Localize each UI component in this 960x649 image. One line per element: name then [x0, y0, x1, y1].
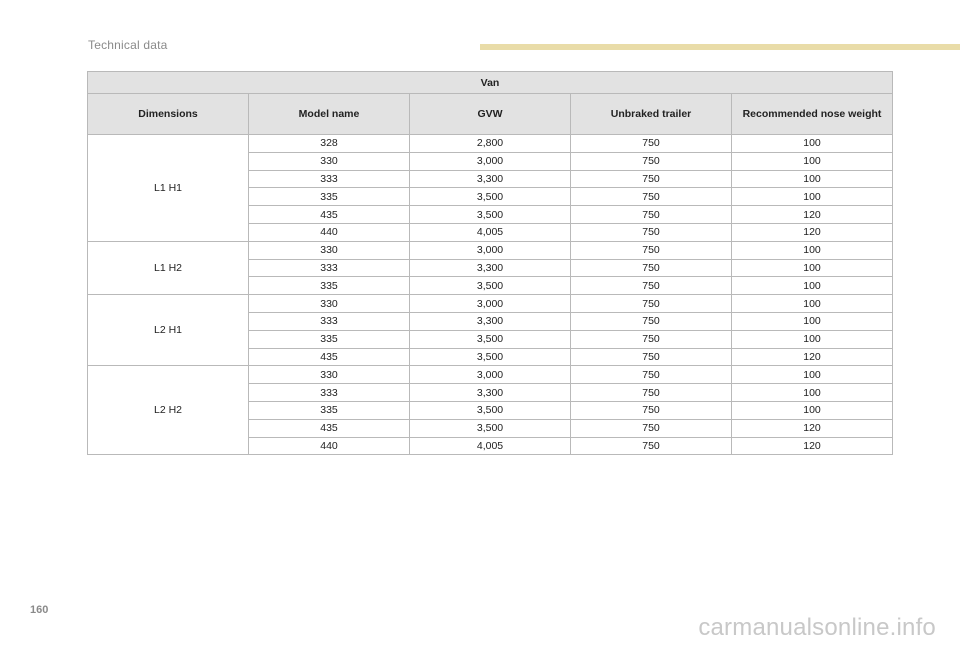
model-name-cell: 435 — [249, 348, 410, 366]
model-name-cell: 330 — [249, 152, 410, 170]
model-name-cell: 330 — [249, 241, 410, 259]
model-name-cell: 435 — [249, 419, 410, 437]
unbraked-trailer-cell: 750 — [571, 384, 732, 402]
dimension-cell: L1 H1 — [88, 135, 249, 242]
gvw-cell: 4,005 — [410, 223, 571, 241]
column-header-model-name: Model name — [249, 94, 410, 135]
unbraked-trailer-cell: 750 — [571, 277, 732, 295]
towing-weights-table — [87, 71, 893, 455]
column-header-gvw: GVW — [410, 94, 571, 135]
table-group-header: Van — [88, 72, 893, 94]
model-name-cell: 335 — [249, 277, 410, 295]
unbraked-trailer-cell: 750 — [571, 366, 732, 384]
gvw-cell: 3,000 — [410, 295, 571, 313]
nose-weight-cell: 120 — [732, 437, 893, 455]
unbraked-trailer-cell: 750 — [571, 223, 732, 241]
nose-weight-cell: 100 — [732, 277, 893, 295]
section-title-bar — [480, 44, 960, 50]
dimension-cell: L2 H1 — [88, 295, 249, 366]
gvw-cell: 3,500 — [410, 419, 571, 437]
nose-weight-cell: 100 — [732, 135, 893, 153]
model-name-cell: 333 — [249, 259, 410, 277]
nose-weight-cell: 100 — [732, 312, 893, 330]
gvw-cell: 3,500 — [410, 188, 571, 206]
dimension-cell: L2 H2 — [88, 366, 249, 455]
table-row — [88, 135, 893, 153]
model-name-cell: 333 — [249, 384, 410, 402]
model-name-cell: 333 — [249, 170, 410, 188]
gvw-cell: 3,300 — [410, 259, 571, 277]
gvw-cell: 3,500 — [410, 330, 571, 348]
column-header-dimensions: Dimensions — [88, 94, 249, 135]
model-name-cell: 335 — [249, 188, 410, 206]
model-name-cell: 335 — [249, 330, 410, 348]
watermark: carmanualsonline.info — [698, 614, 936, 641]
nose-weight-cell: 100 — [732, 366, 893, 384]
unbraked-trailer-cell: 750 — [571, 419, 732, 437]
model-name-cell: 330 — [249, 295, 410, 313]
gvw-cell: 3,500 — [410, 206, 571, 224]
unbraked-trailer-cell: 750 — [571, 312, 732, 330]
nose-weight-cell: 100 — [732, 384, 893, 402]
nose-weight-cell: 100 — [732, 295, 893, 313]
gvw-cell: 3,000 — [410, 366, 571, 384]
model-name-cell: 435 — [249, 206, 410, 224]
nose-weight-cell: 120 — [732, 348, 893, 366]
unbraked-trailer-cell: 750 — [571, 135, 732, 153]
nose-weight-cell: 120 — [732, 206, 893, 224]
nose-weight-cell: 100 — [732, 170, 893, 188]
unbraked-trailer-cell: 750 — [571, 170, 732, 188]
unbraked-trailer-cell: 750 — [571, 152, 732, 170]
gvw-cell: 3,500 — [410, 348, 571, 366]
model-name-cell: 440 — [249, 223, 410, 241]
model-name-cell: 328 — [249, 135, 410, 153]
table-row — [88, 241, 893, 259]
unbraked-trailer-cell: 750 — [571, 206, 732, 224]
nose-weight-cell: 100 — [732, 188, 893, 206]
unbraked-trailer-cell: 750 — [571, 348, 732, 366]
page-number: 160 — [30, 604, 49, 616]
table-row — [88, 295, 893, 313]
nose-weight-cell: 120 — [732, 419, 893, 437]
nose-weight-cell: 100 — [732, 152, 893, 170]
gvw-cell: 3,500 — [410, 277, 571, 295]
gvw-cell: 2,800 — [410, 135, 571, 153]
nose-weight-cell: 100 — [732, 330, 893, 348]
gvw-cell: 3,300 — [410, 312, 571, 330]
dimension-cell: L1 H2 — [88, 241, 249, 294]
unbraked-trailer-cell: 750 — [571, 295, 732, 313]
table-body — [88, 135, 893, 455]
unbraked-trailer-cell: 750 — [571, 259, 732, 277]
model-name-cell: 330 — [249, 366, 410, 384]
column-header-recommended-nose-weight: Recommended nose weight — [732, 94, 893, 135]
model-name-cell: 440 — [249, 437, 410, 455]
nose-weight-cell: 100 — [732, 241, 893, 259]
unbraked-trailer-cell: 750 — [571, 188, 732, 206]
gvw-cell: 3,300 — [410, 384, 571, 402]
unbraked-trailer-cell: 750 — [571, 401, 732, 419]
nose-weight-cell: 100 — [732, 401, 893, 419]
unbraked-trailer-cell: 750 — [571, 241, 732, 259]
gvw-cell: 3,000 — [410, 152, 571, 170]
column-header-unbraked-trailer: Unbraked trailer — [571, 94, 732, 135]
model-name-cell: 335 — [249, 401, 410, 419]
gvw-cell: 3,000 — [410, 241, 571, 259]
gvw-cell: 3,500 — [410, 401, 571, 419]
gvw-cell: 4,005 — [410, 437, 571, 455]
table-row — [88, 366, 893, 384]
section-title: Technical data — [88, 38, 168, 52]
gvw-cell: 3,300 — [410, 170, 571, 188]
nose-weight-cell: 100 — [732, 259, 893, 277]
nose-weight-cell: 120 — [732, 223, 893, 241]
model-name-cell: 333 — [249, 312, 410, 330]
unbraked-trailer-cell: 750 — [571, 330, 732, 348]
unbraked-trailer-cell: 750 — [571, 437, 732, 455]
